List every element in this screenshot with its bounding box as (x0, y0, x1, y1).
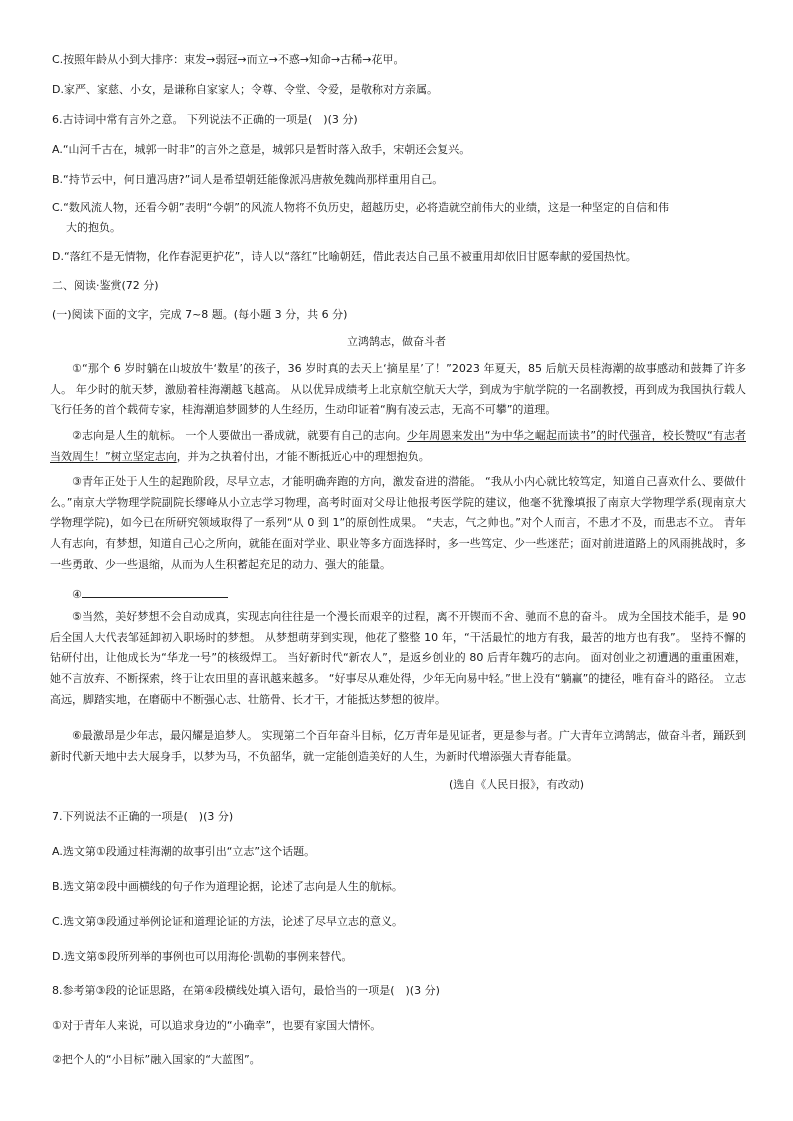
q6-option-b: B.“持节云中，何日遣冯唐?”词人是希望朝廷能像派冯唐赦免魏尚那样重用自己。 (52, 173, 444, 186)
paragraph-4-marker: ④ (72, 588, 82, 601)
article-paragraph-2 (50, 426, 746, 467)
q8-item-1: ①对于青年人来说，可以追求身边的“小确幸”，也要有家国大情怀。 (52, 1019, 382, 1032)
q6-option-d: D.“落红不是无情物，化作春泥更护花”，诗人以“落红”比喻朝廷，借此表达自己虽不被重用却依旧甘愿奉献的爱国热忱。 (52, 250, 637, 263)
fill-in-blank (82, 585, 228, 598)
q7-stem: 7.下列说法不正确的一项是( )(3 分) (52, 810, 234, 823)
underlined-sentence: 少年周恩来发出“为中华之崛起而读书”的时代强音，校长赞叹“有志者当效周生！”树立坚定志向 (50, 429, 746, 463)
q7-option-b: B.选文第②段中画横线的句子作为道理论据，论述了志向是人生的航标。 (52, 880, 403, 893)
q6-option-c-line2: 大的抱负。 (66, 221, 121, 234)
q7-option-c: C.选文第③段通过举例论证和道理论证的方法，论述了尽早立志的意义。 (52, 915, 404, 928)
q5-option-d: D.家严、家慈、小女，是谦称自家家人；令尊、令堂、令爱，是敬称对方亲属。 (52, 83, 438, 96)
q7-option-d: D.选文第⑤段所列举的事例也可以用海伦·凯勒的事例来替代。 (52, 950, 353, 963)
article-source: (选自《人民日报》，有改动) (449, 778, 585, 791)
paragraph-2-text-a: ②志向是人生的航标。 一个人要做出一番成就，就要有自己的志向。 (72, 429, 408, 442)
article-paragraph-5: ⑤当然，美好梦想不会自动成真，实现志向往往是一个漫长而艰辛的过程，离不开锲而不舍、驰而不息的奋斗。 成为全国技术能手，是 90 后全国人大代表邹延卸初入职场时的梦想。 从梦想萌芽到实现，他花了整整 10 年，“干活最忙的地方有我，最苦的地方也有我”。 坚持不懈的钻研付出，让他成长为“华龙一号”的核级焊工。 当好新时代“新农人”，是返乡创业的 80 后青年魏巧的志向。 面对创业之初遭遇的重重困难，她不言放弃、不断探索，终于让农田里的喜讯越来越多。 “好事尽从难处得，少年无向易中轻。”世上没有“躺赢”的捷径，唯有奋斗的路径。 立志高远，脚踏实地，在磨砺中不断强心志、壮筋骨、长才干，才能抵达梦想的彼岸。 (50, 610, 746, 706)
q6-option-c-line1: C.“数风流人物，还看今朝”表明“今朝”的风流人物将不负历史，超越历史，必将造就空前伟大的业绩，这是一种坚定的自信和伟 (52, 201, 669, 214)
article-paragraph-1: ①“那个 6 岁时躺在山坡放牛‘数星’的孩子，36 岁时真的去天上‘摘星星’了！”2023 年夏天，85 后航天员桂海潮的故事感动和鼓舞了许多人。 年少时的航天梦，激励着桂海潮越飞越高。 从以优异成绩考上北京航空航天大学，到成为宇航学院的一名副教授，再到成为我国执行载人飞行任务的首个载荷专家，桂海潮追梦圆梦的人生经历，生动印证着“胸有凌云志，无高不可攀”的道理。 (50, 362, 746, 417)
q6-option-a: A.“山河千古在，城郭一时非”的言外之意是，城郭只是暂时落入敌手，宋朝还会复兴。 (52, 143, 471, 156)
q6-stem: 6.古诗词中常有言外之意。 下列说法不正确的一项是( )(3 分) (52, 113, 358, 126)
reading-instructions: (一)阅读下面的文字，完成 7~8 题。(每小题 3 分，共 6 分) (52, 308, 348, 321)
article-paragraph-4 (50, 585, 746, 606)
q8-item-2: ②把个人的“小目标”融入国家的“大蓝图”。 (52, 1053, 261, 1066)
article-paragraph-6: ⑥最激昂是少年志，最闪耀是追梦人。 实现第二个百年奋斗目标，亿万青年是见证者，更是参与者。广大青年立鸿鹄志，做奋斗者，踊跃到新时代新天地中去大展身手，以梦为马，不负韶华，就一定能创造美好的人生，为新时代增添强大青春能量。 (50, 729, 746, 763)
q8-stem: 8.参考第③段的论证思路，在第④段横线处填入语句，最恰当的一项是( )(3 分) (52, 984, 440, 997)
article-title: 立鸿鹄志，做奋斗者 (347, 335, 446, 348)
paragraph-2-text-b: ，并为之执着付出，才能不断抵近心中的理想抱负。 (176, 449, 430, 463)
section-heading: 二、阅读·鉴赏(72 分) (52, 279, 159, 292)
article-paragraph-3: ③青年正处于人生的起跑阶段，尽早立志，才能明确奔跑的方向，激发奋进的潜能。 “我从小内心就比较笃定，知道自己喜欢什么、要做什么。”南京大学物理学院副院长缪峰从小立志学习物理，高考时面对父母让他报考医学院的建议，他毫不犹豫填报了南京大学物理学系(现南京大学物理学院)，如今已在所研究领域取得了一系列“从 0 到 1”的原创性成果。 “夫志，气之帅也。”对个人而言，不患才不及，而患志不立。 青年人有志向，有梦想，知道自己心之所向，就能在面对学业、职业等多方面选择时，多一些笃定、少一些迷茫；面对前进道路上的风雨挑战时，多一些勇敢、少一些退缩，从而为人生积蓄起充足的动力、强大的能量。 (50, 475, 746, 571)
q5-option-c: C.按照年龄从小到大排序：束发→弱冠→而立→不惑→知命→古稀→花甲。 (52, 53, 405, 66)
q7-option-a: A.选文第①段通过桂海潮的故事引出“立志”这个话题。 (52, 845, 316, 858)
